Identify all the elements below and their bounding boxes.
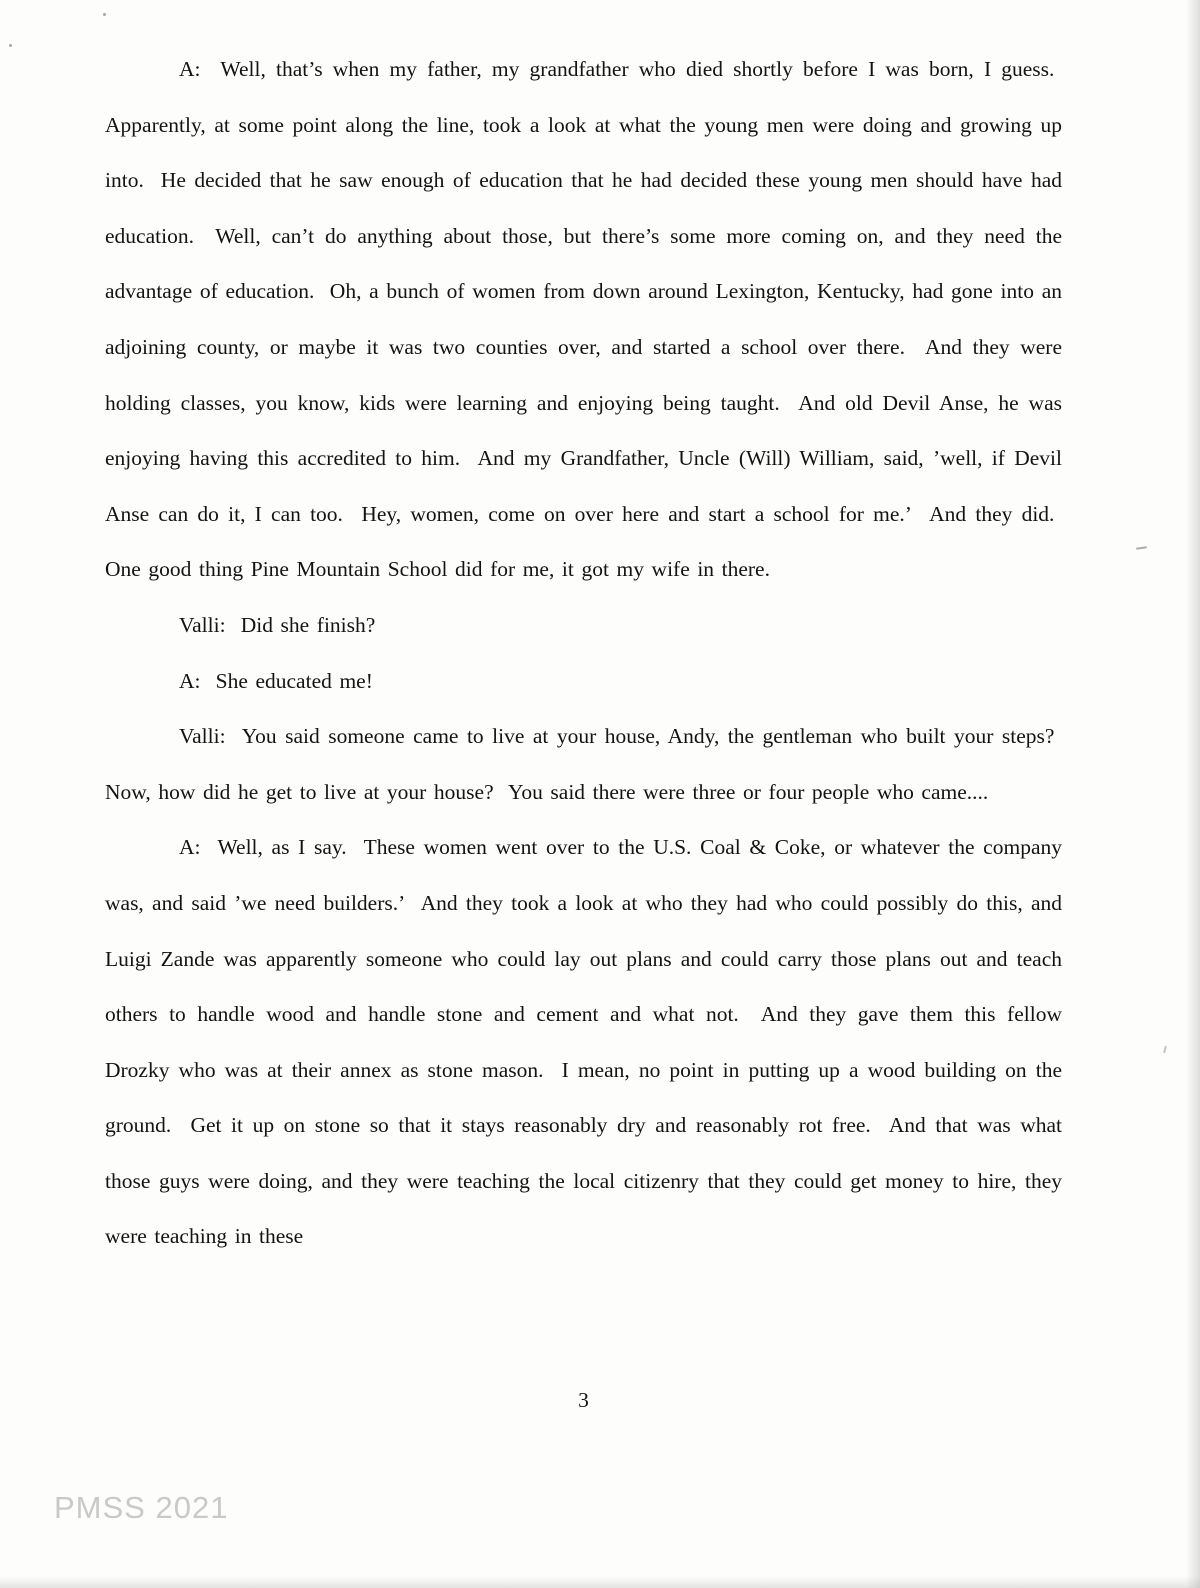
watermark: PMSS 2021	[54, 1490, 229, 1525]
scan-speck	[1136, 546, 1147, 550]
scan-speck	[103, 13, 106, 16]
transcript-paragraph: A: She educated me!	[179, 668, 373, 693]
transcript-paragraph: A: Well, as I say. These women went over to the U.S. Coal & Coke, or whatever the company was, and said ’we need builders.’ And they took a look at who they had who could possibly do this, and Luigi Zande was apparently someone who could lay out plans and could carry those plans out and teach others to handle wood and handle stone and cement and what not. And they gave them this fellow Drozky who was at their annex as stone mason. I mean, no point in putting up a wood building on the ground. Get it up on stone so that it stays reasonably dry and reasonably rot free. And that was what those guys were doing, and they were teaching the local citizenry that they could get money to hire, they were teaching in these	[105, 835, 1062, 1249]
page-number: 3	[578, 1388, 589, 1412]
scan-speck	[1163, 1046, 1167, 1053]
scan-edge-shadow	[1186, 0, 1200, 1588]
transcript-paragraph: Valli: You said someone came to live at your house, Andy, the gentleman who built your steps? Now, how did he get to live at your house? You said there were three or four people who came....	[105, 724, 1062, 804]
transcript-paragraph: A: Well, that’s when my father, my grandfather who died shortly before I was born, I guess. Apparently, at some point along the line, took a look at what the young men were doing and growing up into. He decided that he saw enough of education that he had decided these young men should have had education. Well, can’t do anything about those, but there’s some more coming on, and they need the advantage of education. Oh, a bunch of women from down around Lexington, Kentucky, had gone into an adjoining county, or maybe it was two counties over, and started a school over there. And they were holding classes, you know, kids were learning and enjoying being taught. And old Devil Anse, he was enjoying having this accredited to him. And my Grandfather, Uncle (Will) William, said, ’well, if Devil Anse can do it, I can too. Hey, women, come on over here and start a school for me.’ And they did. One good thing Pine Mountain School did for me, it got my wife in there.	[105, 57, 1062, 582]
scan-speck	[9, 44, 12, 47]
transcript-paragraph: Valli: Did she finish?	[179, 612, 376, 637]
transcript-text	[105, 42, 1062, 1265]
scan-edge-shadow	[0, 1576, 1200, 1588]
